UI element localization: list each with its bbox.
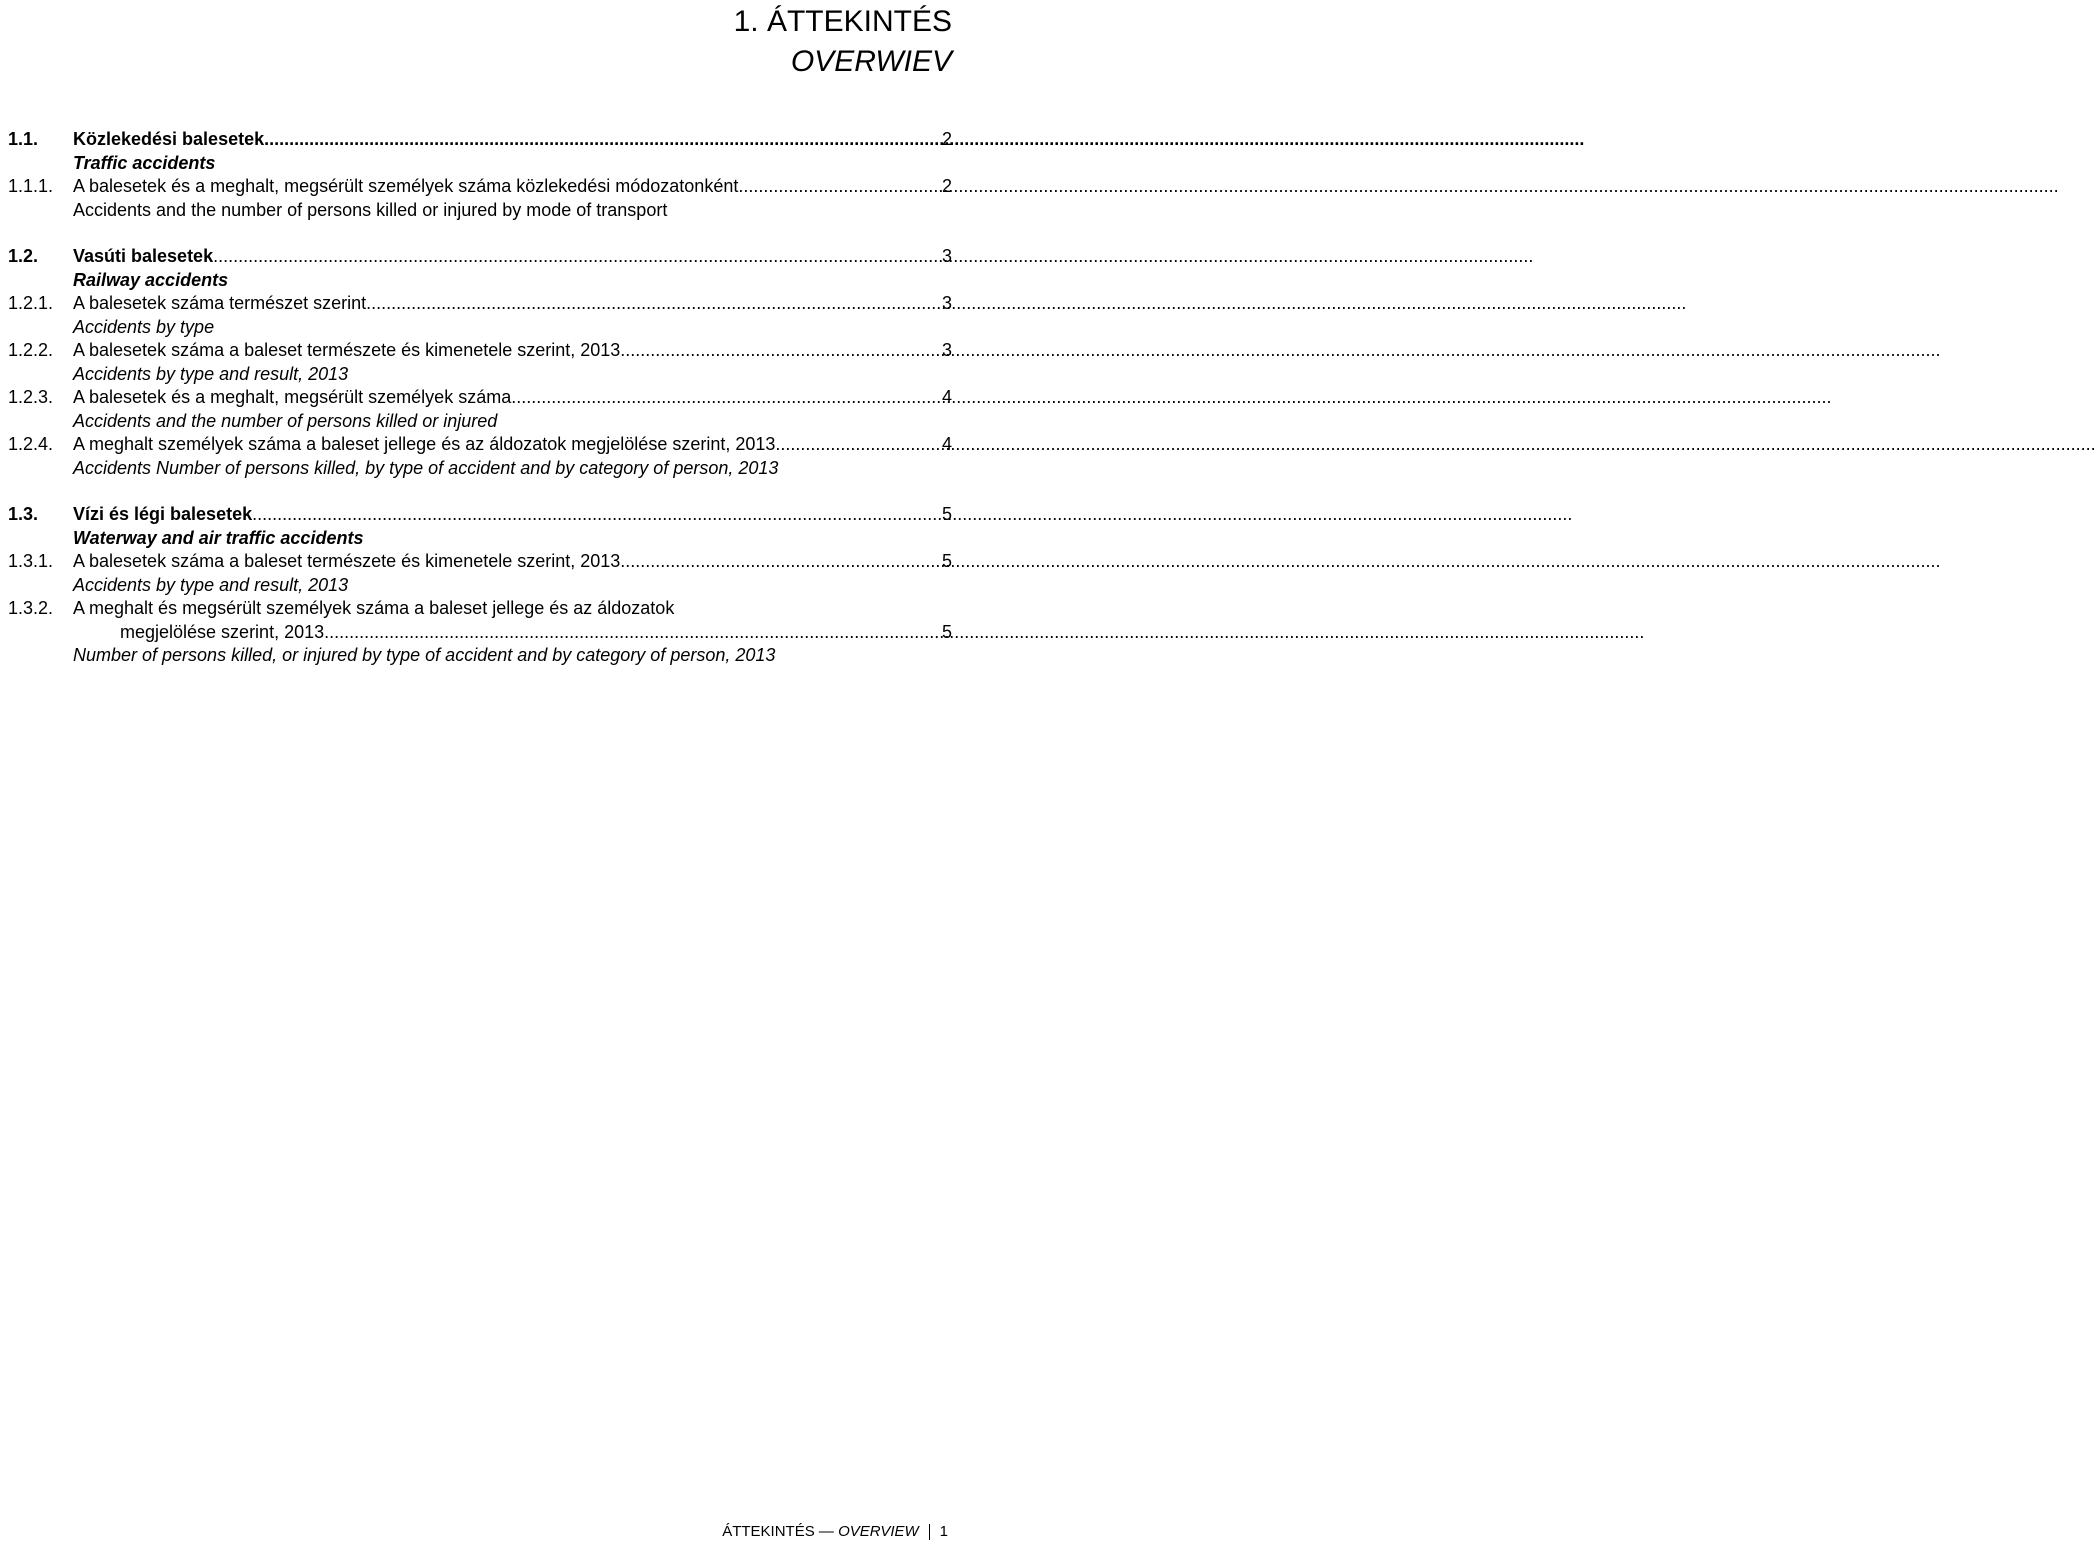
- toc-leader-dots: [264, 128, 938, 152]
- toc-entry-1-2-4[interactable]: [8, 433, 952, 480]
- toc-title-en: Railway accidents: [73, 269, 229, 290]
- toc-title-en: Accidents and the number of persons killed or injured: [73, 410, 498, 431]
- title-hungarian: 1. ÁTTEKINTÉS: [733, 5, 952, 38]
- toc-entry-1-1-1[interactable]: [8, 175, 952, 222]
- toc-title-en: Accidents and the number of persons killed or injured by mode of transport: [73, 199, 668, 220]
- toc-entry-1-2-3[interactable]: [8, 386, 952, 433]
- toc-title-hu: Vasúti balesetek: [73, 246, 214, 266]
- toc-title-hu: Közlekedési balesetek: [73, 129, 265, 149]
- toc-number: 1.3.1.: [8, 551, 54, 571]
- toc-number: 1.2.1.: [8, 293, 54, 313]
- toc-entry-1-3-1[interactable]: [8, 550, 952, 597]
- toc-entry-1-2-1[interactable]: [8, 292, 952, 339]
- toc-entry-1-3-2[interactable]: [8, 597, 952, 668]
- footer-section-hu: ÁTTEKINTÉS: [722, 1523, 815, 1540]
- toc-leader-dots: [738, 175, 938, 199]
- toc-title-en: Accidents by type and result, 2013: [73, 574, 349, 595]
- toc-page: 2: [941, 129, 952, 149]
- toc-leader-dots: [620, 550, 938, 574]
- toc-title-en: Accidents by type and result, 2013: [73, 363, 349, 384]
- footer-page-number: 1: [939, 1523, 948, 1540]
- toc-leader-dots: [775, 433, 938, 457]
- toc-title-en: Accidents by type: [73, 316, 215, 337]
- toc-number: 1.3.: [8, 504, 39, 524]
- toc-number: 1.2.3.: [8, 387, 54, 407]
- toc-title-en: Traffic accidents: [73, 152, 216, 173]
- footer-section-en: OVERVIEW: [838, 1523, 919, 1540]
- toc-number: 1.2.2.: [8, 340, 54, 360]
- footer-separator: [929, 1524, 930, 1540]
- toc-page: 5: [941, 504, 952, 524]
- toc-title-hu: A meghalt személyek száma a baleset jellege és az áldozatok megjelölése szerint, 2013: [73, 434, 776, 454]
- page-footer: [722, 1523, 948, 1541]
- toc-title-en: Accidents Number of persons killed, by type of accident and by category of person, 2013: [73, 457, 779, 478]
- toc-page: 3: [941, 293, 952, 313]
- toc-number: 1.1.1.: [8, 176, 54, 196]
- toc-number: 1.1.: [8, 129, 39, 149]
- toc-page: 5: [941, 621, 952, 642]
- toc-leader-dots: [366, 292, 938, 316]
- toc-leader-dots: [213, 245, 938, 269]
- toc-entry-1-3[interactable]: [8, 503, 952, 550]
- toc-entry-1-2[interactable]: [8, 245, 952, 292]
- toc-entry-1-2-2[interactable]: [8, 339, 952, 386]
- page-title: [734, 2, 952, 82]
- toc-title-hu: A balesetek száma a baleset természete és kimenetele szerint, 2013: [73, 340, 621, 360]
- footer-dash: —: [818, 1523, 834, 1540]
- toc-number: 1.2.: [8, 246, 39, 266]
- toc-title-hu: Vízi és légi balesetek: [73, 504, 253, 524]
- toc-title-hu: A meghalt és megsérült személyek száma a baleset jellege és az áldozatok: [73, 598, 675, 618]
- toc-title-en: Waterway and air traffic accidents: [73, 527, 364, 548]
- toc-page: 5: [941, 551, 952, 571]
- toc-title-hu-continued: megjelölése szerint, 2013: [120, 621, 325, 642]
- toc-leader-dots: [252, 503, 938, 527]
- toc-leader-dots: [511, 386, 938, 410]
- toc-page: 3: [941, 340, 952, 360]
- toc-number: 1.2.4.: [8, 434, 54, 454]
- toc-page: 4: [941, 387, 952, 407]
- toc-leader-dots: [324, 621, 938, 645]
- toc-leader-dots: [620, 339, 938, 363]
- toc-entry-1-1[interactable]: [8, 128, 952, 175]
- toc-page: 2: [941, 176, 952, 196]
- toc-title-hu: A balesetek és a meghalt, megsérült személyek száma közlekedési módozatonként: [73, 176, 739, 196]
- toc-page: 3: [941, 246, 952, 266]
- toc-number: 1.3.2.: [8, 598, 54, 618]
- table-of-contents: [8, 128, 952, 668]
- title-english: OVERWIEV: [790, 45, 952, 78]
- toc-title-en: Number of persons killed, or injured by type of accident and by category of person, 2013: [73, 645, 776, 665]
- toc-page: 4: [941, 434, 952, 454]
- toc-title-hu: A balesetek és a meghalt, megsérült személyek száma: [73, 387, 512, 407]
- toc-title-hu: A balesetek száma természet szerint: [73, 293, 367, 313]
- toc-title-hu: A balesetek száma a baleset természete és kimenetele szerint, 2013: [73, 551, 621, 571]
